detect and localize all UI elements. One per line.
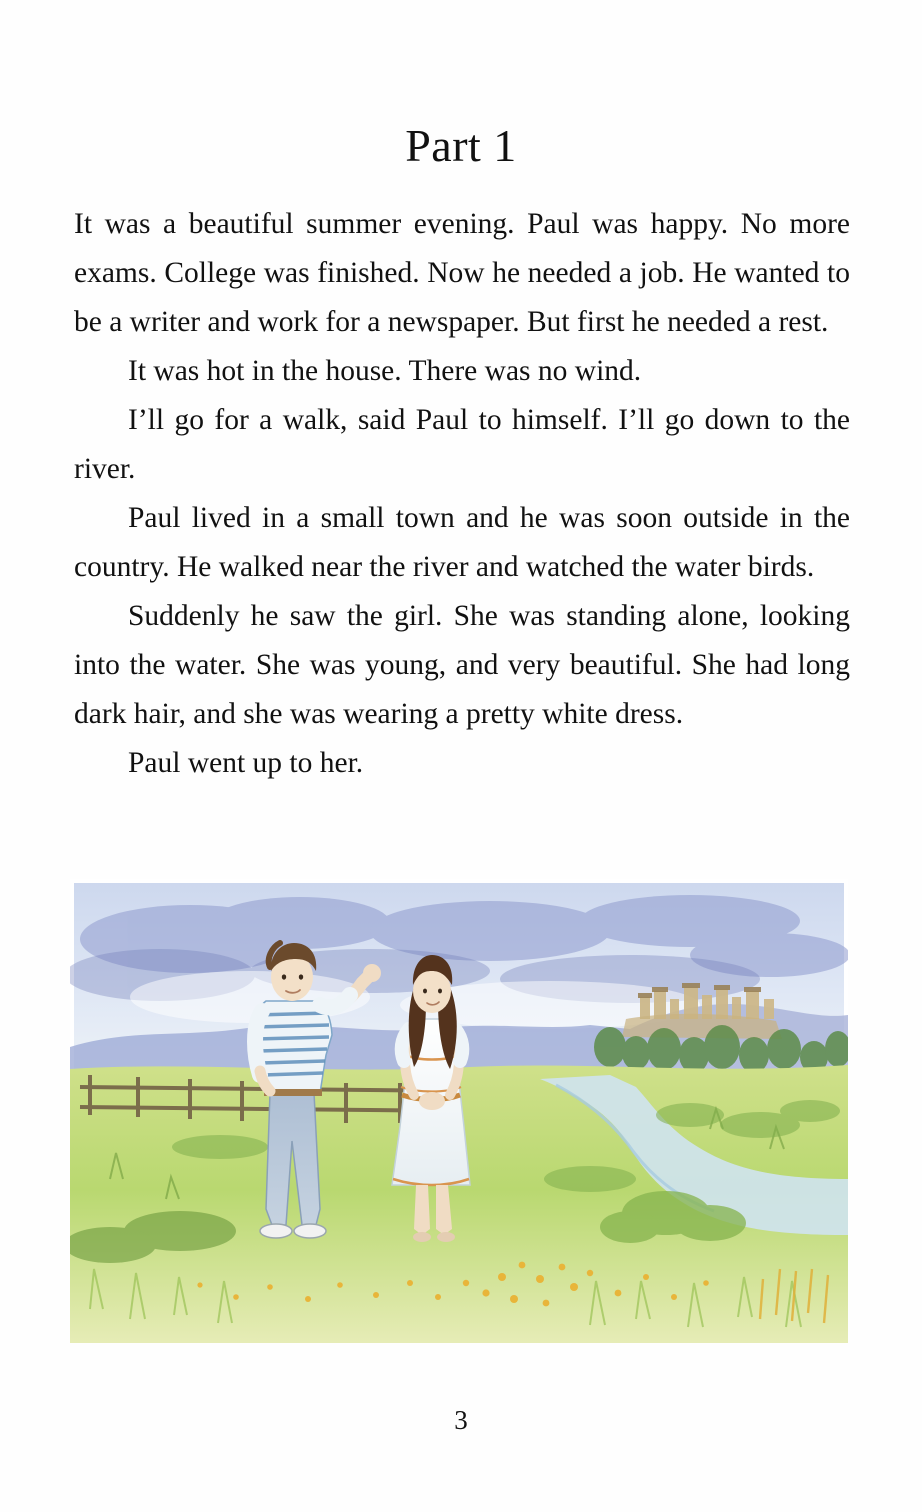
page-title: Part 1 — [405, 119, 517, 171]
paragraph: Paul lived in a small town and he was soon outside in the country. He walked near the river and watched the water birds. — [74, 502, 850, 583]
paragraph: Paul went up to her. — [128, 747, 364, 779]
paragraph: It was hot in the house. There was no wind. — [128, 355, 642, 387]
paragraph: I’ll go for a walk, said Paul to himself. I’ll go down to the river. — [74, 404, 850, 485]
illustration-artwork — [70, 879, 848, 1343]
page-number: 3 — [454, 1405, 468, 1435]
paragraph: It was a beautiful summer evening. Paul was happy. No more exams. College was finished. Now he needed a job. He wanted to be a writer and work for a newspaper. But first he needed a rest. — [74, 208, 850, 338]
illustration — [70, 879, 848, 1343]
body-text — [74, 200, 850, 788]
paragraph: Suddenly he saw the girl. She was standing alone, looking into the water. She was young, and very beautiful. She had long dark hair, and she was wearing a pretty white dress. — [74, 600, 850, 730]
